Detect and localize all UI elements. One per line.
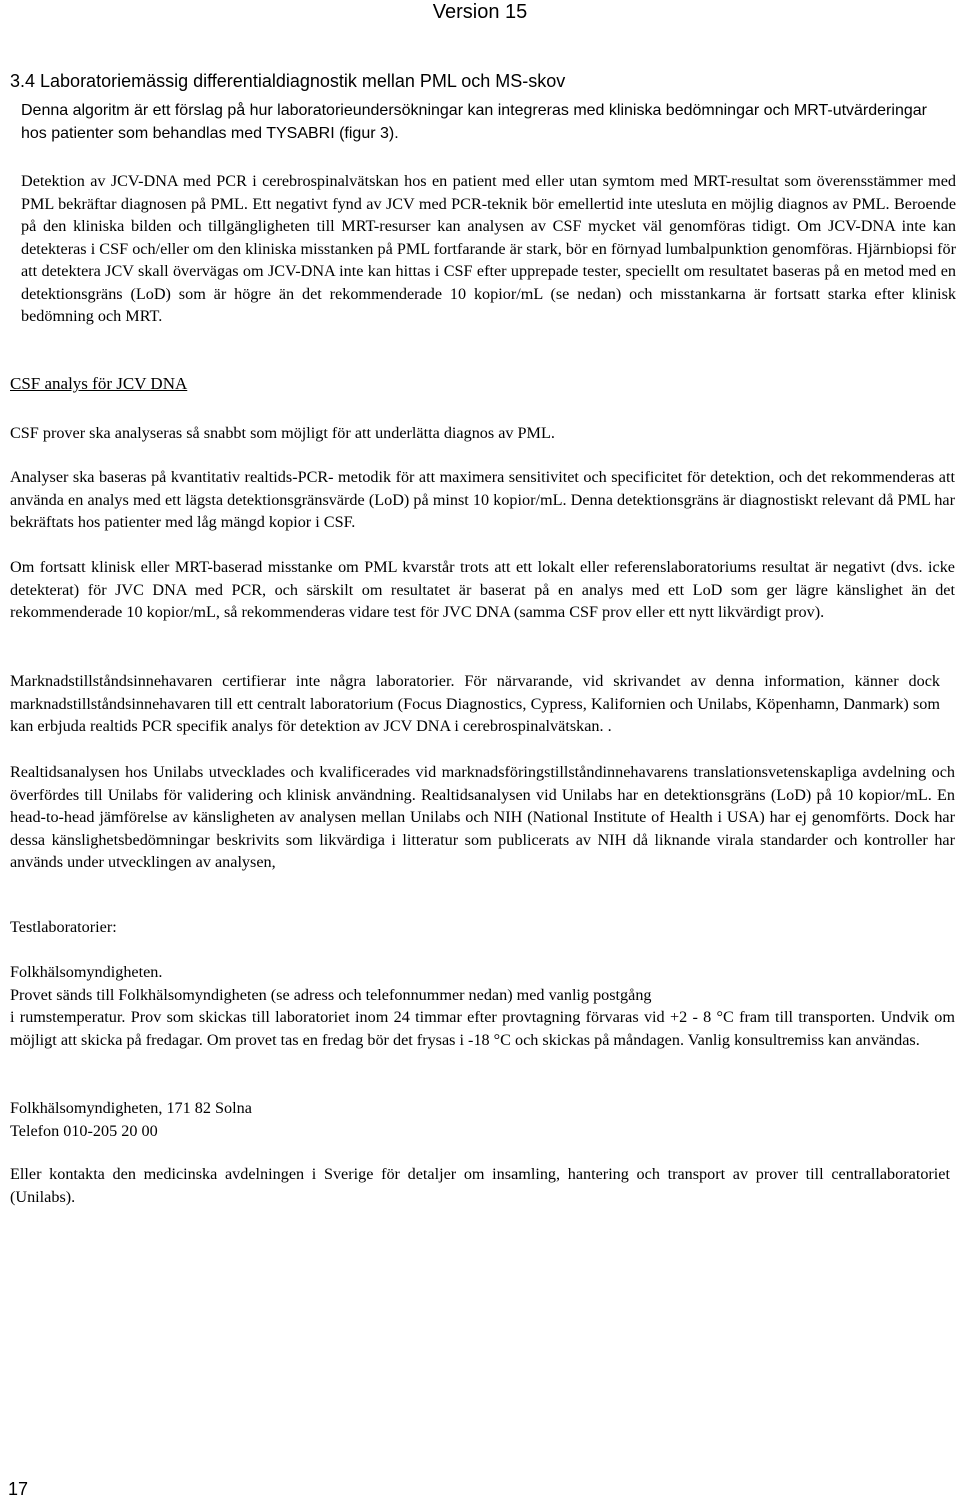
csf-paragraph-4: Marknadstillståndsinnehavaren certifierar inte några laboratorier. För närvarande, vid skrivandet av denna information, känner dock marknadstillståndsinnehavaren till ett centralt laboratorium (Focus Diagnostics, Cypress, Kalifornien och Unilabs, Köpenhamn, Danmark) som kan erbjuda realtids PCR specifik analys för detektion av JCV DNA i cerebrospinalvätskan. . [10,672,940,735]
csf-paragraph-2: Analyser ska baseras på kvantitativ realtids-PCR- metodik för att maximera sensitivitet och specificitet för detektion, och det rekommenderas att använda en analys med ett lägsta detektionsgränsvärde (LoD) på minst 10 kopior/mL. Denna detektionsgräns är diagnostiskt relevant då PML har bekräftats hos patienter med låg mängd kopior i CSF. [10,468,955,531]
csf-paragraph-3: Om fortsatt klinisk eller MRT-baserad misstanke om PML kvarstår trots att ett lokalt eller referenslaboratoriums resultat är negativt (dvs. icke detekterat) för JVC DNA med PCR, och särskilt om resultatet är baserat på en analys med ett LoD som ger lägre känslighet än det rekommenderade 10 kopior/mL, så rekommenderas vidare test för JVC DNA (samma CSF prov eller ett nytt likvärdigt prov). [10,558,955,621]
fhm-paragraph [10,961,955,1051]
fhm-line-1: Folkhälsomyndigheten. [10,963,163,981]
page-number: 17 [8,1479,29,1499]
intro-paragraph: Denna algoritm är ett förslag på hur laboratorieundersökningar kan integreras med kliniska bedömningar och MRT-utvärderingar hos patienter som behandlas med TYSABRI (figur 3). [21,102,927,142]
fhm-address: Folkhälsomyndigheten, 171 82 Solna [10,1099,252,1117]
test-labs-title: Testlaboratorier: [10,918,117,936]
version-label: Version 15 [432,1,528,23]
fhm-line-3: i rumstemperatur. Prov som skickas till laboratoriet inom 24 timmar efter provtagning förvaras vid +2 - 8 °C fram till transporten. Undvik om möjligt att skicka på fredagar. Om provet tas en fredag bör det frysas i -18 °C och skickas på måndagen. Vanlig konsultremiss kan användas. [10,1008,955,1049]
csf-paragraph-1: CSF prover ska analyseras så snabbt som möjligt för att underlätta diagnos av PML. [10,424,555,442]
csf-subheading: CSF analys för JCV DNA [10,374,188,393]
contact-paragraph: Eller kontakta den medicinska avdelningen i Sverige för detaljer om insamling, hantering och transport av prover till centrallaboratoriet (Unilabs). [10,1165,950,1206]
section-heading: 3.4 Laboratoriemässig differentialdiagnostik mellan PML och MS-skov [10,71,566,91]
detection-paragraph: Detektion av JCV-DNA med PCR i cerebrospinalvätskan hos en patient med eller utan symtom med MRT-resultat som överensstämmer med PML bekräftar diagnosen på PML. Ett negativt fynd av JCV med PCR-teknik bör emellertid inte utesluta en möjlig diagnos av PML. Beroende på den kliniska bilden och tillgängligheten till MRT-resurser kan analysen av CSF mycket väl genomföras tidigt. Om JCV-DNA inte kan detekteras i CSF och/eller om den kliniska misstanken på PML fortfarande är stark, bör en förnyad lumbalpunktion genomföras. Hjärnbiopsi för att detektera JCV skall övervägas om JCV-DNA inte kan hittas i CSF efter upprepade tester, speciellt om resultatet baseras på en metod med en detektionsgräns (LoD) som är högre än det rekommenderade 10 kopior/mL (se nedan) och misstankarna är fortsatt starka efter klinisk bedömning och MRT. [21,172,956,325]
fhm-phone: Telefon 010-205 20 00 [10,1122,158,1140]
fhm-line-2: Provet sänds till Folkhälsomyndigheten (se adress och telefonnummer nedan) med vanlig postgång [10,985,652,1004]
csf-paragraph-5: Realtidsanalysen hos Unilabs utvecklades och kvalificerades vid marknadsföringstillståndinnehavarens translationsvetenskapliga avdelning och överfördes till Unilabs för validering och klinisk användning. Realtidsanalysen vid Unilabs har en detektionsgräns (LoD) på 10 kopior/mL. En head-to-head jämförelse av känsligheten av analysen mellan Unilabs och NIH (National Institute of Health i USA) har ej genomförts. Dock har dessa känslighetsbedömningar beskrivits som likvärdiga i litteratur som publicerats av NIH då liknande virala standarder och kontroller har används under utvecklingen av analysen, [10,763,955,871]
